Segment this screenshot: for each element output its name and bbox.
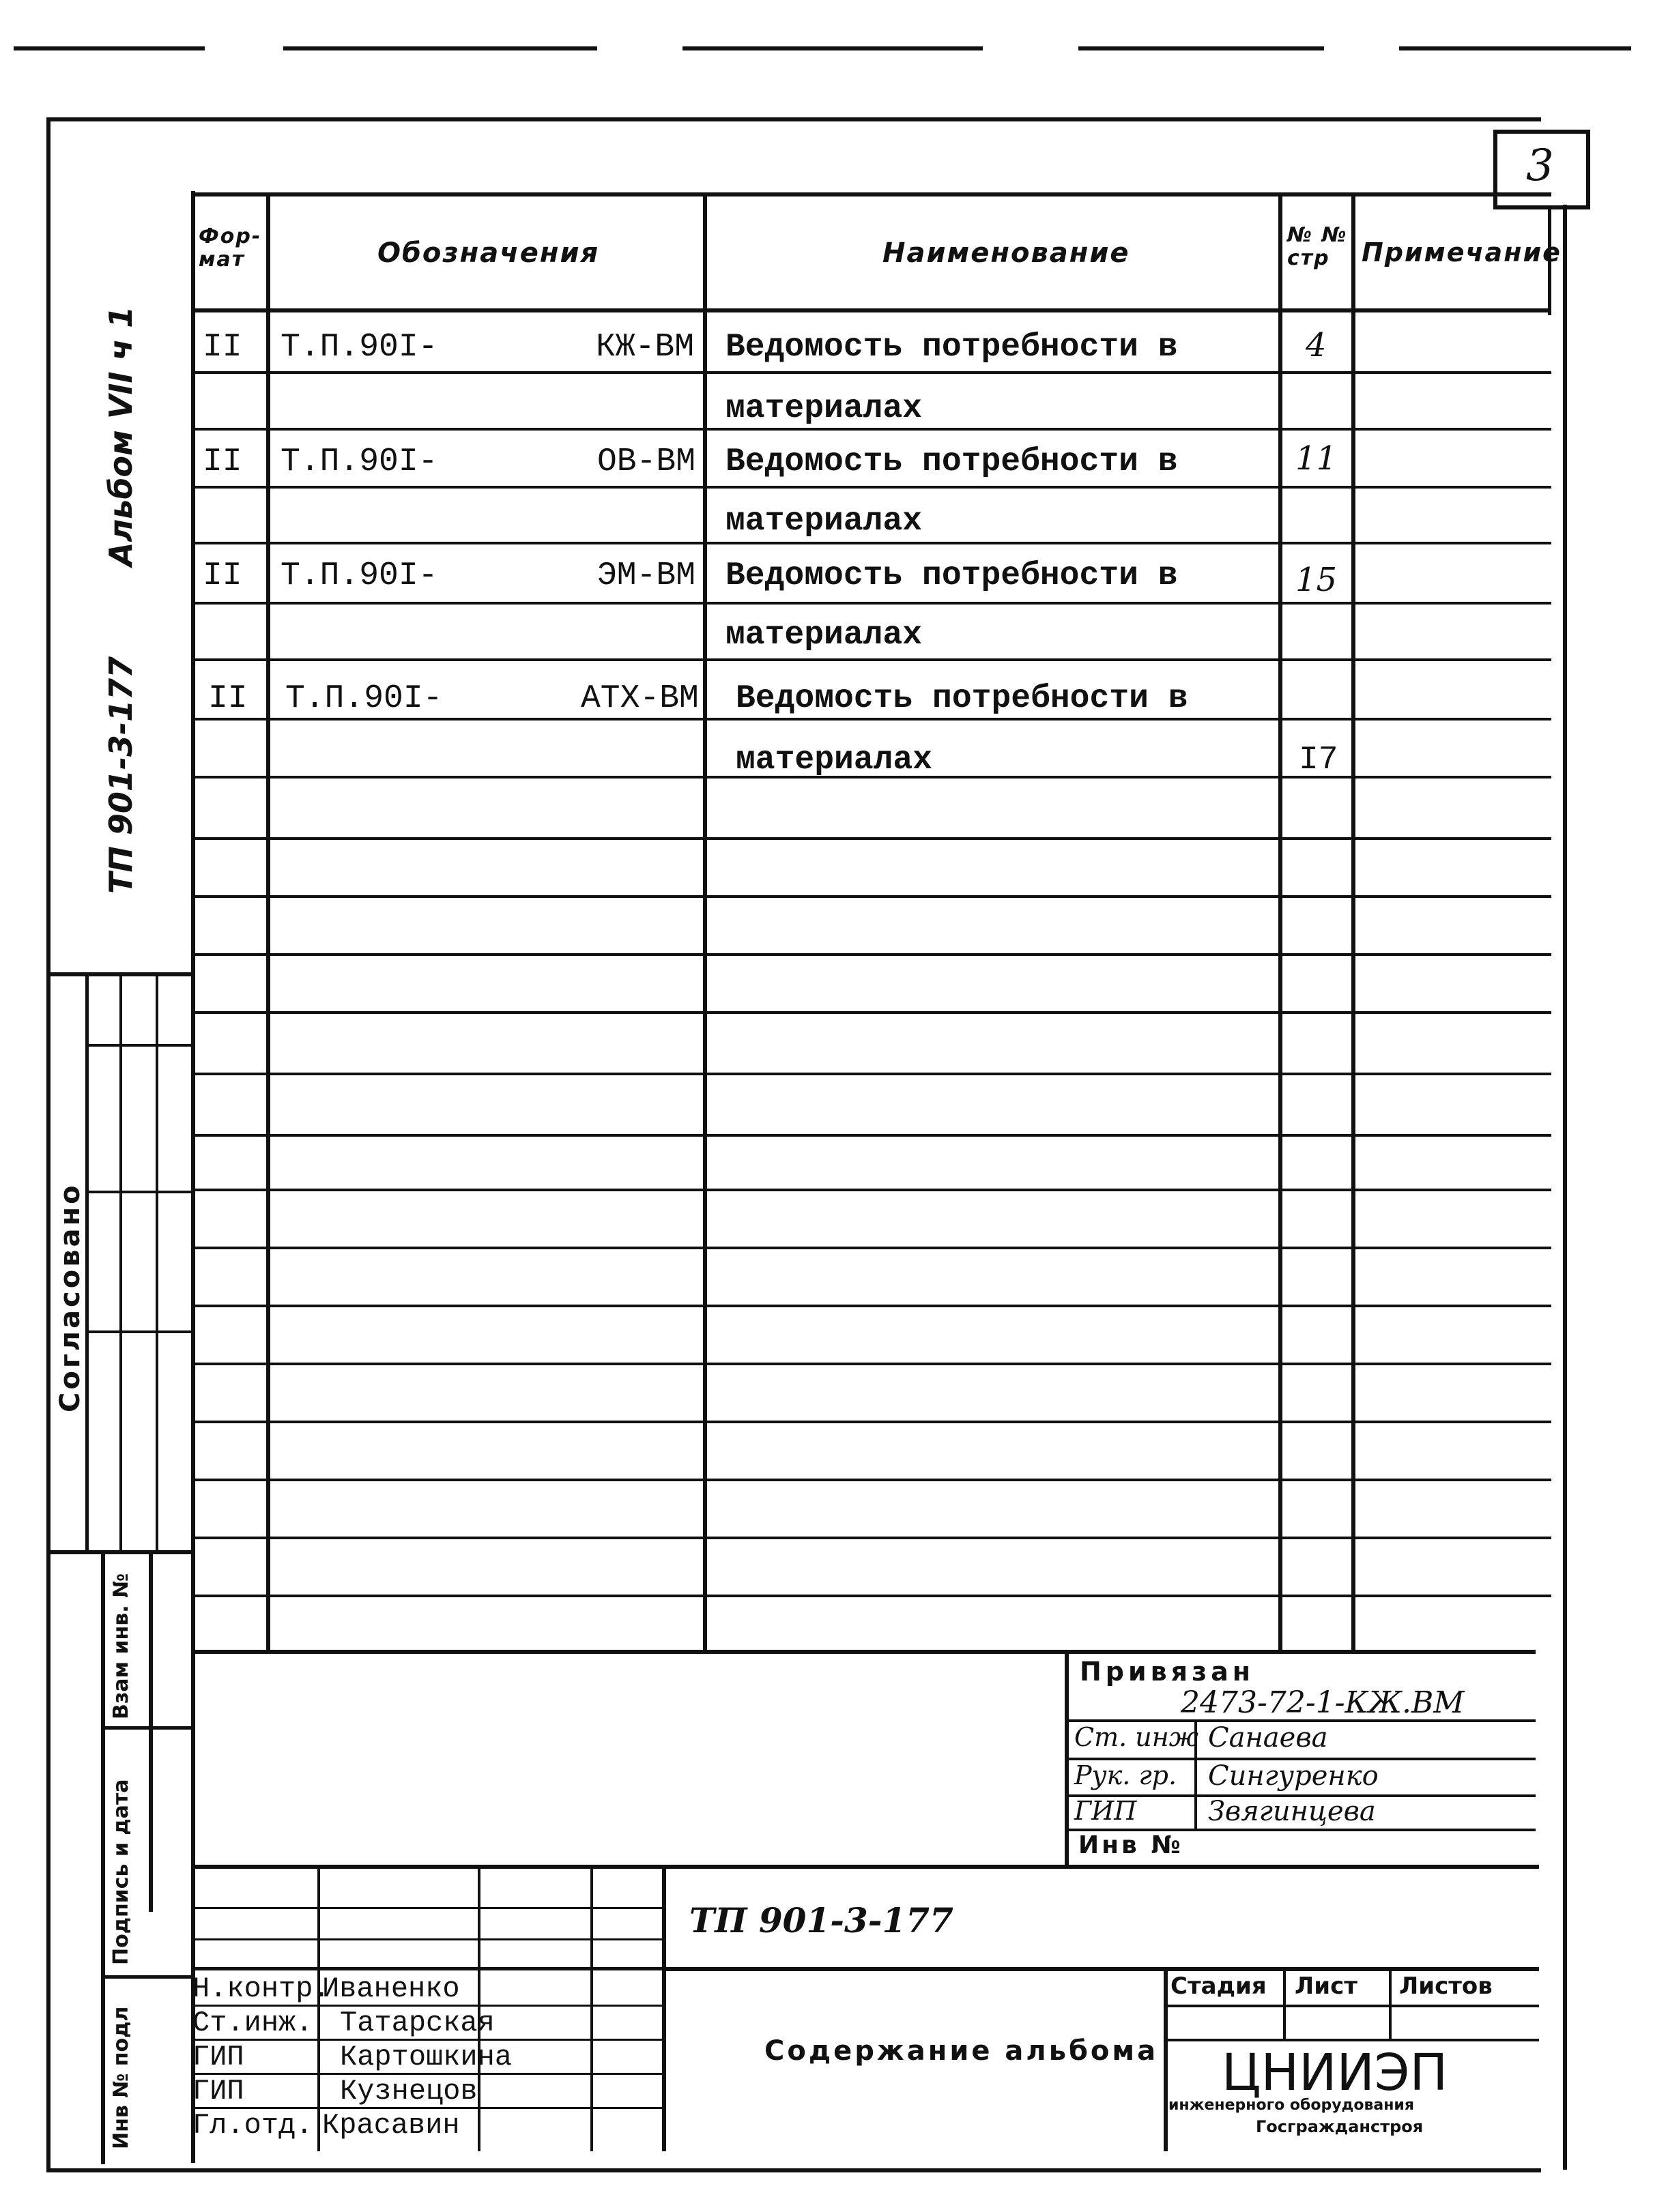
side-divider: [101, 1975, 191, 1979]
side-divider: [101, 1550, 105, 2164]
binding-role: Ст. инж: [1074, 1722, 1198, 1752]
binding-number: 2473-72-1-КЖ.ВМ: [1181, 1685, 1465, 1720]
row-name: Ведомость потребности в: [736, 680, 1188, 717]
table-rule: [193, 895, 1551, 898]
column-divider: [1351, 192, 1355, 1653]
stage-label: Стадия: [1170, 1973, 1267, 2000]
row-name-cont: материалах: [725, 390, 923, 427]
row-name-cont: материалах: [725, 503, 923, 540]
table-rule: [193, 953, 1551, 956]
table-rule: [193, 371, 1551, 374]
table-rule: [193, 1247, 1551, 1249]
side-stamp-title: Согласовано: [55, 1182, 86, 1412]
table-rule: [193, 1421, 1551, 1423]
side-label-vzam: Взам инв. №: [109, 1573, 133, 1719]
table-rule: [193, 486, 1551, 489]
org-name: ЦНИИЭП: [1222, 2043, 1448, 2102]
table-rule: [193, 1363, 1551, 1365]
table-rule: [193, 1011, 1551, 1014]
header-page: № № стр: [1287, 223, 1348, 270]
row-format: II: [203, 557, 242, 594]
table-rule: [193, 1189, 1551, 1191]
table-rule: [193, 1305, 1551, 1307]
row-designation: Т.П.90I-: [281, 329, 438, 366]
side-divider: [156, 972, 158, 1552]
top-dash-line: [1078, 46, 1324, 50]
row-code: КЖ-ВМ: [596, 329, 695, 366]
row-page: I7: [1299, 742, 1338, 778]
row-page: 4: [1306, 326, 1327, 364]
signer-role: ГИП: [192, 2041, 244, 2073]
header-designation: Обозначения: [377, 237, 600, 269]
signer-role: Гл.отд.: [192, 2109, 313, 2142]
row-page: 11: [1295, 439, 1338, 478]
sheet-title: Содержание альбома: [764, 2035, 1159, 2067]
side-divider: [85, 1330, 193, 1333]
signer-name: Татарская: [340, 2007, 495, 2039]
table-rule: [193, 1134, 1551, 1137]
side-divider: [46, 1550, 194, 1554]
table-rule: [193, 718, 1551, 721]
binding-role: ГИП: [1074, 1796, 1137, 1826]
project-code-side: ТП 901-3-177: [102, 656, 139, 894]
table-rule: [193, 1537, 1551, 1539]
signer-name: Красавин: [322, 2109, 460, 2142]
table-rule: [193, 428, 1551, 431]
row-name-cont: материалах: [736, 742, 933, 778]
table-rule: [193, 837, 1551, 840]
row-code: АТХ-ВМ: [581, 680, 699, 717]
project-code: ТП 901-3-177: [689, 1900, 953, 1940]
side-divider: [85, 1044, 193, 1047]
binding-title: Привязан: [1080, 1657, 1255, 1687]
side-label-inv-podl: Инв № подл: [109, 2006, 133, 2149]
side-divider: [149, 1550, 153, 1912]
binding-name: Звягинцева: [1208, 1796, 1376, 1827]
signer-name: Картошкина: [340, 2041, 513, 2073]
header-name: Наименование: [882, 237, 1130, 269]
signer-name: Кузнецов: [340, 2075, 478, 2108]
row-code: ЭМ-ВМ: [597, 557, 696, 594]
contents-table: [193, 192, 1562, 1653]
table-rule: [193, 602, 1551, 605]
table-rule: [193, 1479, 1551, 1481]
title-block: [191, 1865, 1539, 2151]
binding-role: Рук. гр.: [1074, 1760, 1177, 1790]
top-dash-line: [1399, 46, 1631, 50]
header-format: Фор- мат: [199, 224, 262, 272]
row-format: II: [208, 680, 248, 717]
row-code: ОВ-ВМ: [597, 443, 696, 480]
top-dash-line: [14, 46, 205, 50]
signer-role: Н.контр.: [192, 1973, 330, 2005]
column-divider: [266, 192, 270, 1653]
header-note: Примечание: [1362, 237, 1562, 267]
side-divider: [101, 1726, 191, 1730]
top-dash-line: [682, 46, 983, 50]
row-format: II: [203, 329, 242, 366]
table-rule: [193, 1595, 1551, 1597]
org-sub2: Госгражданстроя: [1256, 2117, 1424, 2136]
row-name: Ведомость потребности в: [725, 329, 1178, 366]
side-divider: [119, 972, 122, 1552]
row-name: Ведомость потребности в: [725, 557, 1178, 594]
frame-right-edge: [1563, 205, 1567, 2170]
binding-inv-label: Инв №: [1078, 1831, 1183, 1859]
row-designation: Т.П.90I-: [281, 443, 438, 480]
row-designation: Т.П.90I-: [281, 557, 438, 594]
org-sub: инженерного оборудования: [1168, 2097, 1414, 2114]
row-name-cont: материалах: [725, 617, 923, 654]
side-label-podpis: Подпись и дата: [109, 1779, 133, 1965]
sheet-label: Лист: [1295, 1973, 1357, 2000]
column-divider: [1278, 192, 1282, 1653]
column-divider: [703, 192, 707, 1653]
top-dash-line: [283, 46, 597, 50]
binding-name: Санаева: [1208, 1722, 1328, 1753]
album-label: Альбом VII ч 1: [102, 306, 139, 566]
table-rule: [193, 658, 1551, 661]
row-format: II: [203, 443, 242, 480]
row-name: Ведомость потребности в: [725, 443, 1178, 480]
binding-name: Сингуренко: [1208, 1760, 1379, 1792]
binding-block: [1065, 1650, 1536, 1865]
row-page: 15: [1295, 561, 1338, 599]
signer-name: Иваненко: [322, 1973, 460, 2005]
signer-role: ГИП: [192, 2075, 244, 2108]
side-divider: [85, 1191, 193, 1193]
sheets-label: Листов: [1399, 1973, 1493, 2000]
signer-role: Ст.инж.: [192, 2007, 313, 2039]
row-designation: Т.П.90I-: [285, 680, 443, 717]
table-rule: [193, 542, 1551, 544]
table-rule: [193, 1073, 1551, 1075]
page-number: 3: [1526, 141, 1554, 191]
